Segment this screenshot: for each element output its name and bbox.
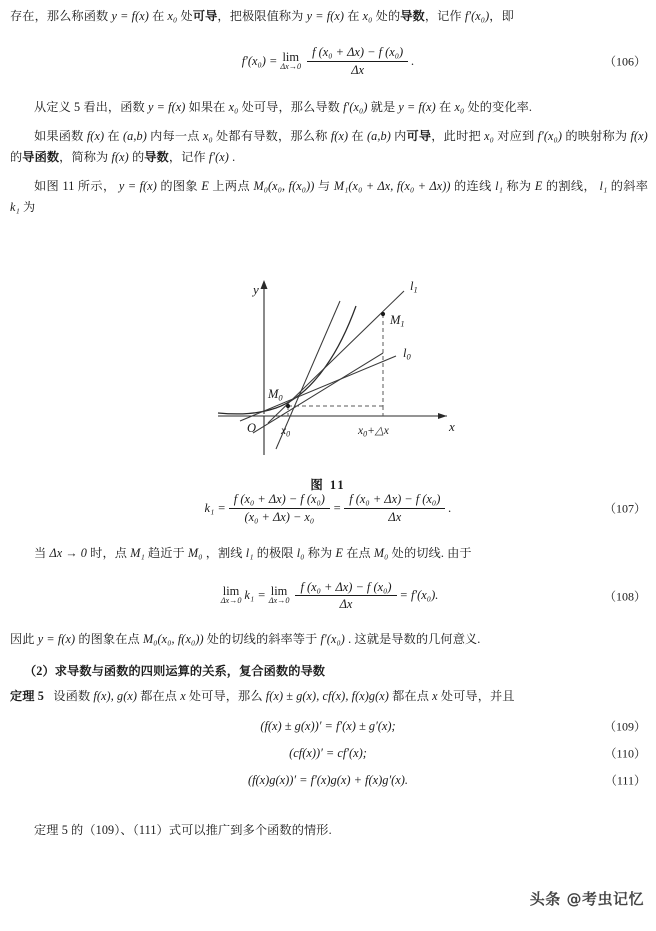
math-x: x — [180, 688, 186, 703]
figure-label-M1: $M_1$ — [390, 313, 405, 329]
text-run: 处的切线的斜率等于 — [206, 631, 318, 646]
text-run: 内 — [394, 129, 407, 144]
text-run: 的割线， — [545, 179, 597, 194]
text-run: 处 — [180, 9, 193, 23]
equation-number-109: （109） — [603, 719, 646, 734]
text-run: 如果函数 — [34, 129, 84, 144]
text-run: 处的 — [375, 9, 401, 23]
text-run: 的图象 — [160, 179, 198, 194]
text-run: 处可导，并且 — [440, 688, 515, 703]
math-l1: l₁ — [495, 179, 503, 194]
fraction-numerator: f (x₀ + Δx) − f (x₀) — [307, 45, 408, 62]
fraction-denominator: Δx — [339, 597, 353, 612]
text-run: 从定义 5 看出，函数 — [34, 100, 145, 115]
equation-number-108: （108） — [603, 589, 646, 604]
limit-lim: lim — [222, 584, 240, 599]
equation-109-body: (f(x) ± g(x))′ = f′(x) ± g′(x); — [260, 718, 396, 733]
equation-108-body — [218, 580, 439, 612]
tangent-line-l0 — [240, 356, 396, 421]
math-x0: x₀ — [167, 9, 178, 23]
math-interval-ab: (a,b) — [123, 129, 147, 144]
text-run: . — [232, 150, 236, 165]
equation-number-106: （106） — [603, 54, 646, 69]
text-run: 对应到 — [497, 129, 535, 144]
limit-operator-first — [221, 585, 242, 606]
text-run: 都在点 — [392, 688, 429, 703]
math-l1: l₁ — [245, 545, 254, 560]
math-k1: k₁ — [10, 200, 20, 215]
paragraph-geometric-meaning — [0, 629, 656, 650]
text-run: 就是 — [370, 100, 396, 115]
equation-107 — [0, 492, 656, 524]
figure-11-svg — [0, 218, 656, 470]
equation-108 — [0, 580, 656, 612]
section-heading-2: （2）求导数与函数的四则运算的关系，复合函数的导数 — [24, 663, 326, 678]
equation-111-body: (f(x)g(x))′ = f′(x)g(x) + f(x)g′(x). — [247, 772, 409, 787]
equation-110-body: (cf(x))′ = cf′(x); — [289, 745, 367, 760]
limit-lim: lim — [270, 584, 288, 599]
fraction-numerator: f (x₀ + Δx) − f (x₀) — [229, 492, 330, 509]
text-run: 存在，那么称函数 — [10, 9, 109, 23]
point-M1-dot — [381, 312, 385, 316]
text-run: 处都有导数，那么称 — [216, 129, 328, 144]
math-y-eq-fx: y = f(x) — [147, 100, 186, 115]
math-f-prime-x0: f′(x₀) — [320, 631, 345, 646]
fraction-first — [229, 492, 330, 524]
text-run: 称为 — [506, 179, 532, 194]
paragraph-generalization: 定理 5 的（109）、（111）式可以推广到多个函数的情形. — [34, 822, 332, 837]
limit-subscript: Δx→0 — [220, 596, 242, 606]
equation-tail: . — [448, 500, 452, 515]
text-run: 在 — [439, 100, 452, 115]
math-combinations: f(x) ± g(x), cf(x), f(x)g(x) — [265, 688, 389, 703]
limit-lim: lim — [282, 49, 299, 64]
paragraph-derivative-function — [0, 126, 656, 168]
fraction-denominator: Δx — [351, 62, 365, 77]
text-run: 与 — [317, 179, 331, 194]
text-run: 处的变化率. — [467, 100, 533, 115]
math-M0-coords: M₀(x₀, f(x₀)) — [253, 179, 315, 194]
curve-E — [218, 306, 356, 414]
math-E: E — [534, 179, 543, 194]
math-y-eq-fx: y = f(x) — [37, 631, 76, 646]
math-f-prime-x0: f′(x₀) — [464, 9, 490, 23]
text-run: ，即 — [489, 9, 514, 23]
math-y-eq-fx: y = f(x) — [398, 100, 436, 115]
term-derivative: 导数 — [144, 150, 169, 165]
equation-k1: k₁ = — [244, 588, 266, 603]
math-l1: l₁ — [599, 179, 608, 194]
text-run: 称为 — [307, 545, 333, 560]
figure-tick-x0: $x_0$ — [281, 425, 291, 439]
math-M1: M₁ — [130, 545, 145, 560]
math-fx: f(x) — [630, 129, 648, 144]
limit-operator-second — [269, 585, 290, 606]
figure-caption: 图 11 — [310, 478, 346, 493]
math-y-eq-fx: y = f(x) — [118, 179, 157, 194]
term-derivable: 可导 — [406, 129, 432, 144]
text-run: 的 — [10, 150, 23, 165]
equation-106 — [0, 45, 656, 77]
math-M0: M₀ — [187, 545, 203, 560]
figure-label-l0: $l_0$ — [403, 346, 411, 362]
text-run: 如果在 — [188, 100, 226, 115]
text-run: 内每一点 — [150, 129, 200, 144]
equation-107-body — [205, 492, 452, 524]
figure-tick-x0-plus-dx: $x_0+\triangle x$ — [358, 425, 389, 439]
text-run: 因此 — [10, 631, 35, 646]
text-run: 在 — [107, 129, 120, 144]
equation-number-110: （110） — [604, 746, 646, 761]
text-run: 的 — [131, 150, 145, 165]
math-l0: l₀ — [296, 545, 305, 560]
text-run: 在 — [152, 9, 165, 23]
text-run: 的斜率 — [610, 179, 649, 194]
math-x0: x₀ — [228, 100, 239, 115]
equation-109 — [0, 719, 656, 734]
paragraph-definition-derivative — [0, 6, 656, 27]
fraction-denominator: Δx — [388, 509, 402, 524]
text-run: 上两点 — [212, 179, 251, 194]
math-interval-ab: (a,b) — [367, 129, 391, 144]
limit-subscript: Δx→0 — [280, 61, 302, 71]
equation-lhs: k₁ = — [204, 500, 226, 515]
figure-label-l1: $l_1$ — [410, 279, 418, 295]
term-derivative-function: 导函数 — [22, 150, 60, 165]
text-run: ，记作 — [424, 9, 462, 23]
math-x: x — [432, 688, 438, 703]
text-run: ，记作 — [168, 150, 206, 165]
text-run: 的映射称为 — [565, 129, 628, 144]
math-x0: x₀ — [202, 129, 213, 144]
text-run: 为 — [23, 200, 36, 215]
math-E: E — [335, 545, 344, 560]
point-M0-dot — [286, 404, 290, 408]
text-run: 的图象在点 — [78, 631, 140, 646]
text-run: 在点 — [346, 545, 371, 560]
figure-origin-label: O — [247, 421, 257, 436]
math-fx: f(x) — [111, 150, 129, 165]
text-run: 当 — [34, 545, 47, 560]
math-M0: M₀ — [373, 545, 389, 560]
math-y-eq-fx: y = f(x) — [306, 9, 345, 23]
text-run: ，割线 — [205, 545, 243, 560]
figure-x-label: x — [449, 419, 455, 435]
math-f-prime-x: f′(x) — [208, 150, 229, 165]
equation-number-111: （111） — [604, 773, 646, 788]
text-run: . 这就是导数的几何意义. — [348, 631, 481, 646]
equation-lhs: f′(x₀) = — [241, 53, 278, 68]
x-axis-arrow — [438, 413, 447, 419]
text-run: 处的切线. 由于 — [391, 545, 472, 560]
text-run: 的连线 — [454, 179, 492, 194]
limit-subscript: Δx→0 — [268, 596, 290, 606]
text-run: 处可导，那么 — [188, 688, 263, 703]
term-derivable: 可导 — [192, 9, 218, 23]
paragraph-secant-line — [0, 176, 656, 218]
equation-equals: = — [332, 500, 342, 515]
math-f-prime-x0: f′(x₀) — [537, 129, 563, 144]
math-x0: x₀ — [454, 100, 465, 115]
watermark: 头条 @考虫记忆 — [529, 890, 644, 908]
fraction-numerator: f (x₀ + Δx) − f (x₀) — [344, 492, 445, 509]
text-run: 在 — [347, 9, 360, 23]
text-run: 趋近于 — [147, 545, 185, 560]
fraction — [307, 45, 408, 77]
math-f-prime-x0: f′(x₀) — [343, 100, 368, 115]
math-fx: f(x) — [330, 129, 349, 144]
text-run: ，简称为 — [59, 150, 109, 165]
paragraph-rate-of-change — [0, 97, 656, 118]
y-axis-arrow — [261, 280, 268, 289]
math-M0-coords: M₀(x₀, f(x₀)) — [142, 631, 204, 646]
text-run: 处可导，那么导数 — [241, 100, 340, 115]
fraction-second — [344, 492, 445, 524]
text-run: 的极限 — [256, 545, 294, 560]
math-x0: x₀ — [484, 129, 494, 144]
text-run: 时，点 — [90, 545, 128, 560]
figure-11 — [0, 218, 656, 493]
math-y-eq-fx: y = f(x) — [111, 9, 149, 23]
theorem-label: 定理 5 — [10, 688, 44, 703]
math-E: E — [201, 179, 209, 194]
figure-label-M0: $M_0$ — [268, 387, 283, 403]
paragraph-tangent-limit — [0, 543, 656, 564]
equation-number-107: （107） — [603, 501, 646, 516]
text-run: 在 — [351, 129, 364, 144]
fraction — [295, 580, 396, 612]
math-fx: f(x) — [86, 129, 105, 144]
equation-tail: . — [411, 53, 415, 68]
equation-110 — [0, 746, 656, 761]
equation-111 — [0, 773, 656, 788]
fraction-denominator: (x₀ + Δx) − x₀ — [244, 509, 315, 524]
text-run: ，把极限值称为 — [217, 9, 304, 23]
math-delta-x-to-zero: Δx → 0 — [49, 545, 87, 560]
limit-operator — [280, 51, 301, 72]
text-run: 如图 11 所示， — [34, 179, 116, 194]
text-run: 都在点 — [140, 688, 178, 703]
math-x0: x₀ — [362, 9, 373, 23]
math-f-and-g: f(x), g(x) — [93, 688, 138, 703]
figure-y-label: y — [253, 282, 259, 298]
theorem-5 — [0, 686, 656, 707]
term-derivative: 导数 — [400, 9, 425, 23]
fraction-numerator: f (x₀ + Δx) − f (x₀) — [295, 580, 396, 597]
text-run: 设函数 — [53, 688, 91, 703]
equation-rhs: = f′(x₀). — [399, 588, 439, 603]
math-M1-coords: M₁(x₀ + Δx, f(x₀ + Δx)) — [333, 179, 451, 194]
text-run: ，此时把 — [431, 129, 481, 144]
equation-106-body — [242, 45, 415, 77]
